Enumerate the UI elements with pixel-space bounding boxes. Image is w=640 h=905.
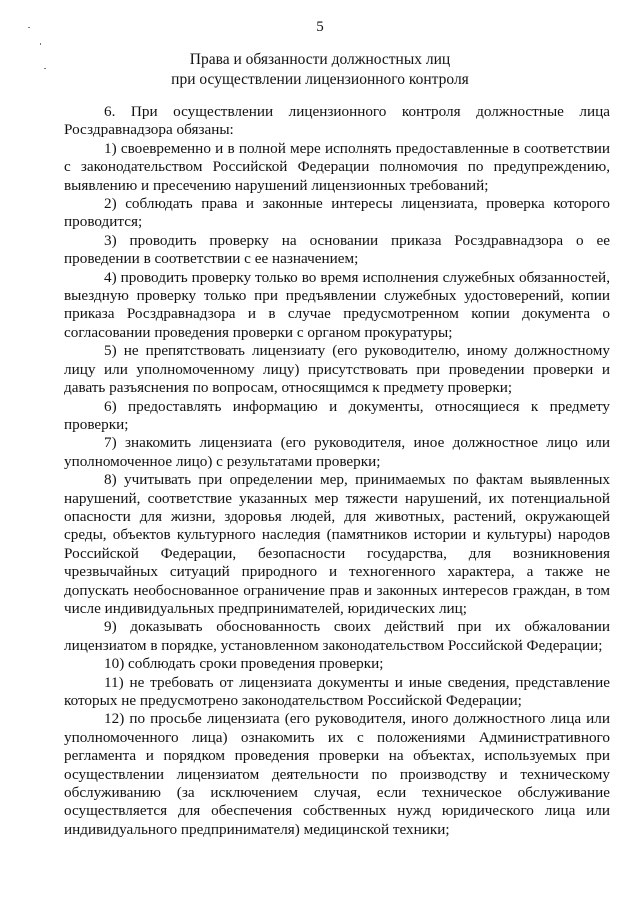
paragraph-item-12: 12) по просьбе лицензиата (его руководителя, иного должностного лица или уполномоченного лица) ознакомить их с положениями Административного регламента и порядком проведения проверки на объектах, используемых при осуществлении лицензиатом деятельности по производству и техническому обслуживанию (за исключением случая, если техническое обслуживание осуществляется для обеспечения собственных нужд юридического лица или индивидуального предпринимателя) медицинской техники;: [64, 710, 610, 838]
paragraph-item-8: 8) учитывать при определении мер, принимаемых по фактам выявленных нарушений, соответствие указанных мер тяжести нарушений, их потенциальной опасности для жизни, здоровья людей, для животных, растений, окружающей среды, объектов культурного наследия (памятников истории и культуры) народов Российской Федерации, безопасности государства, для возникновения чрезвычайных ситуаций природного и техногенного характера, а также не допускать необоснованное ограничение прав и законных интересов граждан, в том числе индивидуальных предпринимателей, юридических лиц;: [64, 471, 610, 617]
heading-line-2: при осуществлении лицензионного контроля: [171, 71, 469, 88]
paragraph-item-2: 2) соблюдать права и законные интересы лицензиата, проверка которого проводится;: [64, 195, 610, 231]
heading-line-1: Права и обязанности должностных лиц: [189, 51, 451, 68]
paragraph-item-9: 9) доказывать обоснованность своих действий при их обжаловании лицензиатом в порядке, установленном законодательством Российской Федерации;: [64, 618, 610, 654]
scan-mark: [40, 43, 41, 45]
paragraph-item-7: 7) знакомить лицензиата (его руководителя, иное должностное лицо или уполномоченное лицо) с результатами проверки;: [64, 434, 610, 470]
paragraph-intro: 6. При осуществлении лицензионного контроля должностные лица Росздравнадзора обязаны:: [64, 103, 610, 139]
paragraph-item-6: 6) предоставлять информацию и документы, относящиеся к предмету проверки;: [64, 397, 610, 433]
document-body: [64, 103, 610, 839]
paragraph-item-11: 11) не требовать от лицензиата документы и иные сведения, представление которых не предусмотрено законодательством Российской Федерации;: [64, 673, 610, 709]
paragraph-item-3: 3) проводить проверку на основании приказа Росздравнадзора о ее проведении в соответствии с ее назначением;: [64, 231, 610, 268]
paragraph-item-4: 4) проводить проверку только во время исполнения служебных обязанностей, выездную проверку только при предъявлении служебных удостоверений, копии приказа Росздравнадзора и в случае предусмотренном копии документа о согласовании проведения проверки с органом прокуратуры;: [64, 268, 610, 341]
page-number: 5: [316, 19, 324, 35]
paragraph-item-5: 5) не препятствовать лицензиату (его руководителю, иному должностному лицу или уполномоченному лицу) присутствовать при проведении проверки и давать разъяснения по вопросам, относящимся к предмету проверки;: [64, 342, 610, 397]
section-heading: [0, 50, 640, 90]
paragraph-item-1: 1) своевременно и в полной мере исполнять предоставленные в соответствии с законодательством Российской Федерации полномочия по предупреждению, выявлению и пресечению нарушений лицензионных требований;: [64, 139, 610, 194]
paragraph-item-10: 10) соблюдать сроки проведения проверки;: [104, 655, 384, 673]
